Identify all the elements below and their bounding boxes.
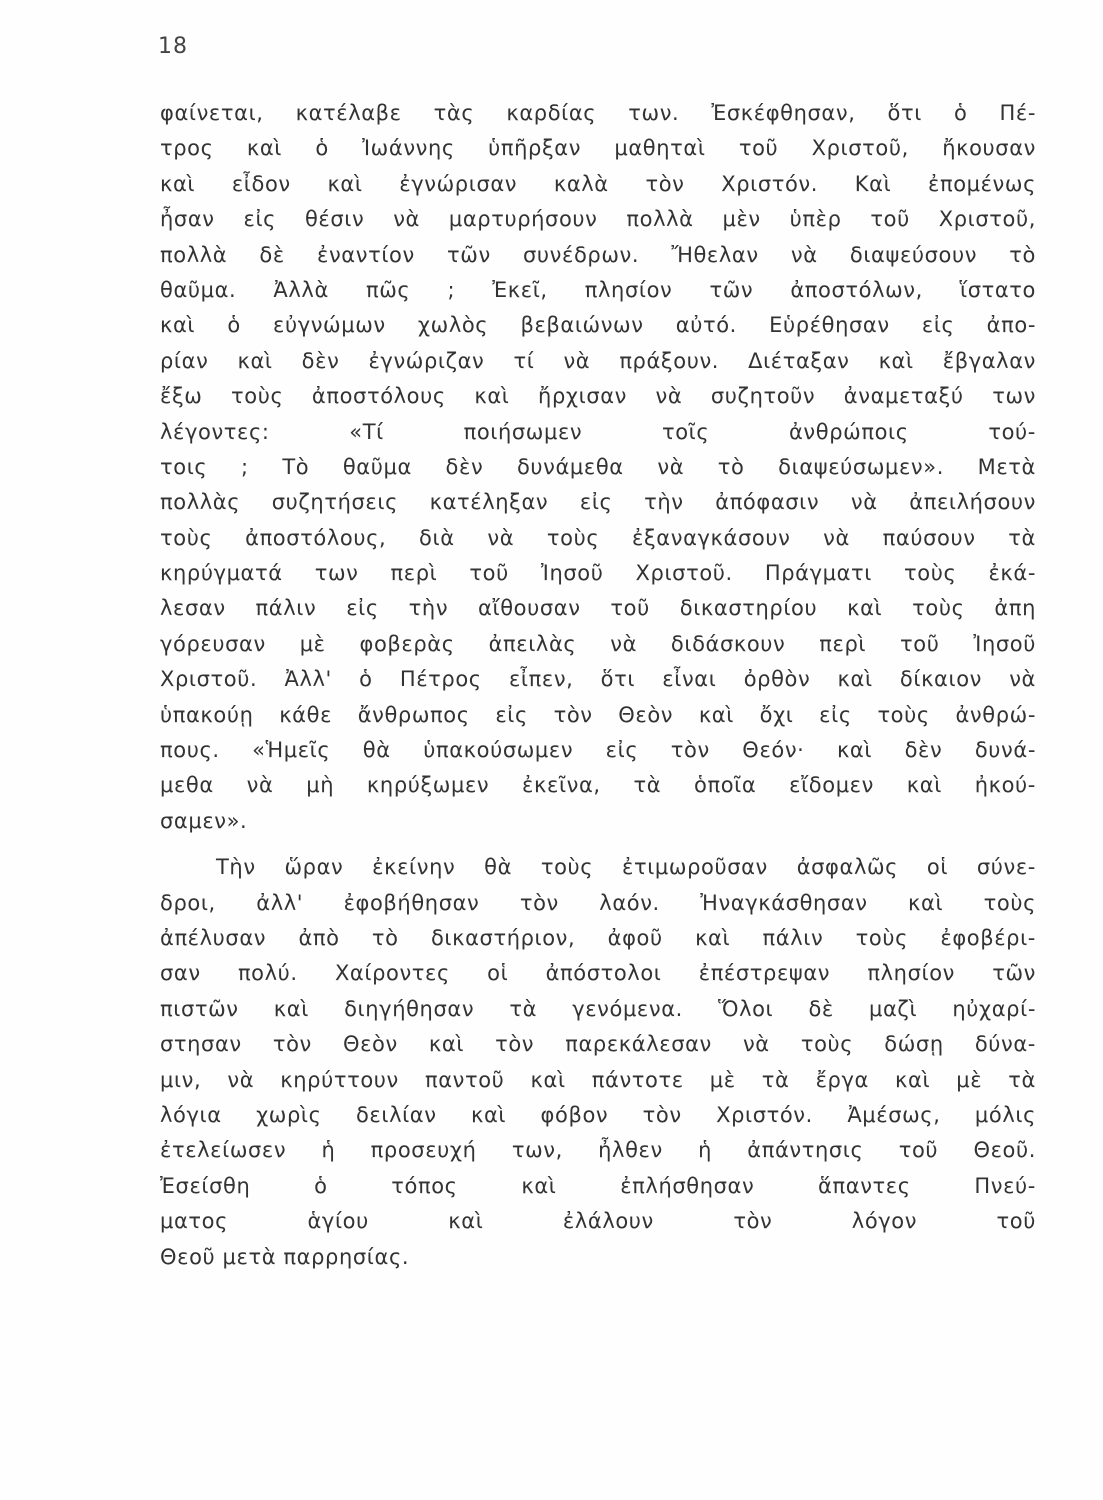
paragraph-gap — [160, 839, 1036, 850]
text-line: λεσαν πάλιν εἰς τὴν αἴθουσαν τοῦ δικαστηρίου καὶ τοὺς ἀπη — [160, 596, 1036, 621]
text-line: ὑπακούῃ κάθε ἄνθρωπος εἰς τὸν Θεὸν καὶ ὄχι εἰς τοὺς ἀνθρώ- — [160, 702, 1036, 727]
text-line: μιν, νὰ κηρύττουν παντοῦ καὶ πάντοτε μὲ τὰ ἔργα καὶ μὲ τὰ — [160, 1067, 1036, 1092]
text-line: σαμεν». — [160, 808, 248, 833]
text-line: δροι, ἀλλ' ἐφοβήθησαν τὸν λαόν. Ἠναγκάσθησαν καὶ τοὺς — [160, 890, 1036, 915]
text-line: πολλὰς συζητήσεις κατέληξαν εἰς τὴν ἀπόφασιν νὰ ἀπειλήσουν — [160, 490, 1036, 515]
text-line: πιστῶν καὶ διηγήθησαν τὰ γενόμενα. Ὅλοι δὲ μαζὶ ηὐχαρί- — [160, 996, 1036, 1021]
text-line: ματος ἁγίου καὶ ἐλάλουν τὸν λόγον τοῦ — [160, 1209, 1036, 1234]
text-line: ρίαν καὶ δὲν ἐγνώριζαν τί νὰ πράξουν. Διέταξαν καὶ ἔβγαλαν — [160, 348, 1036, 373]
text-line: Χριστοῦ. Ἀλλ' ὁ Πέτρος εἶπεν, ὅτι εἶναι ὀρθὸν καὶ δίκαιον νὰ — [160, 667, 1036, 692]
text-line: τρος καὶ ὁ Ἰωάννης ὑπῆρξαν μαθηταὶ τοῦ Χριστοῦ, ἤκουσαν — [160, 136, 1036, 161]
body-text — [160, 96, 1036, 1275]
paragraph-1 — [160, 96, 1036, 839]
text-line: λέγοντες: «Τί ποιήσωμεν τοῖς ἀνθρώποις τού- — [160, 419, 1036, 444]
text-line: φαίνεται, κατέλαβε τὰς καρδίας των. Ἐσκέφθησαν, ὅτι ὁ Πέ- — [160, 101, 1036, 125]
text-line: στησαν τὸν Θεὸν καὶ τὸν παρεκάλεσαν νὰ τοὺς δώσῃ δύνα- — [160, 1032, 1036, 1057]
paragraph-2 — [160, 850, 1036, 1275]
text-line: γόρευσαν μὲ φοβερὰς ἀπειλὰς νὰ διδάσκουν περὶ τοῦ Ἰησοῦ — [160, 631, 1036, 656]
text-line: σαν πολύ. Χαίροντες οἱ ἀπόστολοι ἐπέστρεψαν πλησίον τῶν — [160, 961, 1036, 986]
text-line: τοις ; Τὸ θαῦμα δὲν δυνάμεθα νὰ τὸ διαψεύσωμεν». Μετὰ — [160, 454, 1036, 479]
text-line: πολλὰ δὲ ἐναντίον τῶν συνέδρων. Ἤθελαν νὰ διαψεύσουν τὸ — [160, 242, 1036, 267]
text-line: καὶ εἶδον καὶ ἐγνώρισαν καλὰ τὸν Χριστόν. Καὶ ἐπομένως — [160, 171, 1036, 196]
text-line: θαῦμα. Ἀλλὰ πῶς ; Ἐκεῖ, πλησίον τῶν ἀποστόλων, ἵστατο — [160, 277, 1036, 302]
text-line: ἔξω τοὺς ἀποστόλους καὶ ἤρχισαν νὰ συζητοῦν ἀναμεταξύ των — [160, 384, 1036, 409]
text-line: καὶ ὁ εὐγνώμων χωλὸς βεβαιώνων αὐτό. Εὑρέθησαν εἰς ἀπο- — [160, 313, 1036, 338]
text-line: ἐτελείωσεν ἡ προσευχή των, ἦλθεν ἡ ἀπάντησις τοῦ Θεοῦ. — [160, 1138, 1036, 1163]
page-number: 18 — [158, 34, 188, 59]
text-line: ἦσαν εἰς θέσιν νὰ μαρτυρήσουν πολλὰ μὲν ὑπὲρ τοῦ Χριστοῦ, — [160, 207, 1036, 232]
text-line: λόγια χωρὶς δειλίαν καὶ φόβον τὸν Χριστόν. Ἀμέσως, μόλις — [160, 1102, 1036, 1127]
text-line: ἀπέλυσαν ἀπὸ τὸ δικαστήριον, ἀφοῦ καὶ πάλιν τοὺς ἐφοβέρι- — [160, 925, 1036, 950]
text-line: πους. «Ἡμεῖς θὰ ὑπακούσωμεν εἰς τὸν Θεόν· καὶ δὲν δυνά- — [160, 738, 1036, 763]
text-line: Ἐσείσθη ὁ τόπος καὶ ἐπλήσθησαν ἅπαντες Πνεύ- — [160, 1173, 1036, 1198]
text-line: κηρύγματά των περὶ τοῦ Ἰησοῦ Χριστοῦ. Πράγματι τοὺς ἐκά- — [160, 561, 1036, 586]
text-line: μεθα νὰ μὴ κηρύξωμεν ἐκεῖνα, τὰ ὁποῖα εἴδομεν καὶ ἠκού- — [160, 773, 1036, 798]
text-line: Θεοῦ μετὰ παρρησίας. — [160, 1244, 410, 1269]
text-line: τοὺς ἀποστόλους, διὰ νὰ τοὺς ἐξαναγκάσουν νὰ παύσουν τὰ — [160, 525, 1036, 550]
text-line: Τὴν ὥραν ἐκείνην θὰ τοὺς ἐτιμωροῦσαν ἀσφαλῶς οἱ σύνε- — [216, 855, 1036, 880]
